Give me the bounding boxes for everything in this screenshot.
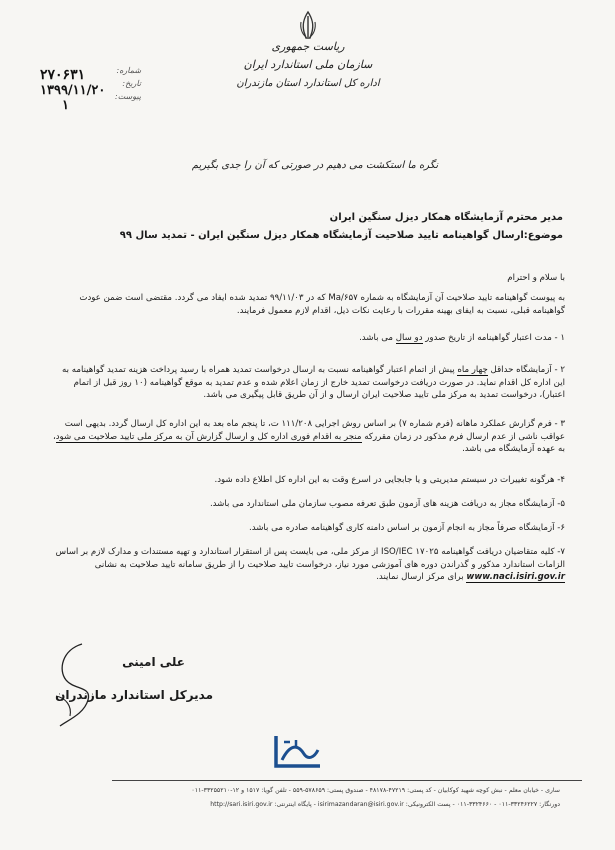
header-province-office: اداره کل استاندارد استان مازندران [236,78,380,89]
item-7-link[interactable]: www.naci.isiri.gov.ir [466,572,565,583]
item-7-tail: برای مرکز ارسال نمایند. [376,572,467,583]
footer-divider [112,780,582,781]
item-2 [50,364,565,402]
item-1-text: ۱ - مدت اعتبار گواهینامه از تاریخ صدور [422,333,565,343]
label-date: تاریخ: [122,79,142,88]
item-3-text: ۳ - فرم گزارش عملکرد ماهانه (فرم شماره ۷) بر اساس روش اجرایی ۱۱۱/۲۰۸ ت، تا پنجم ماه بعد به این اداره کل ارسال گردد. بدیهی است عواقب ناشی از عدم ارسال فرم مذکور در زمان مقررکه [64,419,565,442]
isiri-logo-icon [268,732,328,772]
ref-number: ۲۷۰۶۳۱ [40,67,86,83]
label-attachment: پیوست: [115,92,142,101]
item-3 [50,418,565,456]
label-number: شماره: [116,66,142,75]
motto-text: نگره ما استکشت می دهیم در صورتی که آن را جدی بگیریم [191,160,439,171]
item-1-tail: می باشد. [359,333,396,343]
handwritten-signature [52,640,112,730]
item-2-text: ۲ - آزمایشگاه حداقل [487,365,565,375]
item-3-tail: ، به عهده آزمایشگاه می باشد. [52,431,565,455]
signer-title: مدیرکل استاندارد مازندران [55,688,213,702]
national-emblem-icon [298,10,318,40]
item-2-highlight: چهار ماه [457,365,488,375]
ref-attachment: ۱ [62,98,69,113]
recipient-line: مدیر محترم آزمایشگاه همکار دیزل سنگین ایران [329,212,563,223]
reference-labels [115,64,141,103]
item-4: ۴- هرگونه تغییرات در سیستم مدیریتی و یا جابجایی در اسرع وقت به این اداره کل اطلاع داده شود. [214,475,565,485]
item-7 [50,546,565,584]
intro-paragraph: به پیوست گواهینامه تایید صلاحیت آن آزمایشگاه به شماره Ma/۶۵۷ که در ۹۹/۱۱/۰۳ تمدید شده ایفاد می گردد. مقتضی است ضمن عودت گواهینامه قبلی، نسبت به ایفای بهینه مقررات با رعایت نکات ذیل، اقدام لازم معمول فرمایند. [79,293,565,316]
ref-date: ۱۳۹۹/۱۱/۲۰ [40,83,106,98]
subject-line: موضوع:ارسال گواهینامه تایید صلاحیت آزمایشگاه همکار دیزل سنگین ایران - تمدید سال ۹۹ [119,230,563,241]
item-5: ۵- آزمایشگاه مجاز به دریافت هزینه های آزمون طبق تعرفه مصوب سازمان ملی استاندارد می باشد. [209,499,565,509]
footer-contact: دورنگار: ۳۳۲۴۶۲۲۷-۰۱۱ - ۳۳۲۴۶۶۰-۰۱۱ - پست الکترونیکی: isirimazandaran@isiri.gov.ir - پایگاه اینترنتی: http://sari.isiri.gov.ir [210,801,560,808]
header-organization: سازمان ملی استاندارد ایران [243,58,373,71]
greeting: با سلام و احترام [507,273,565,283]
header-presidency: ریاست جمهوری [271,40,345,53]
item-1-highlight: دو سال [395,333,423,343]
item-2-tail: پیش از اتمام اعتبار گواهینامه نسبت به ارسال درخواست تمدید همراه با رسید پرداخت هزینه تمدید گواهینامه به این اداره کل اقدام نماید. در صورت دریافت درخواست تمدید خارج از زمان اعلام شده و عدم تمدید به موقع گواهینامه (۱۰ روز قبل از اتمام اعتبار)، درخواست تمدید به مرکز ملی تایید صلاحیت ایران ارسال و از آن طریق قابل پیگیری می باشد. [62,365,565,401]
signer-name: علی امینی [122,655,185,669]
item-1 [50,332,565,345]
item-7-text: ۷- کلیه متقاضیان دریافت گواهینامه ISO/IEC ۱۷۰۲۵ از مرکز ملی، می بایست پس از استقرار استاندارد و تهیه مستندات و مدارک لازم بر اساس الزامات استاندارد مذکور و گذراندن دوره های آموزشی مورد نیاز، درخواست تایید صلاحیت را از طریق سامانه تایید صلاحیت به نشانی [55,547,565,570]
reference-values [40,68,105,113]
footer-address: ساری - خیابان معلم - نبش کوچه شهید کوکابیان - کد پستی: ۴۷۲۱۹-۴۸۱۷۸ - صندوق پستی: ۵۷۸۶۵۹-۵۵۹ - تلفن گویا: ۱۵۱۷ و ۱۲-۳۳۲۵۵۲۱۰-۰۱۱ [191,787,560,794]
item-3-highlight: منجر به اقدام فوری اداره کل و ارسال گزارش آن به مرکز ملی تایید صلاحیت می شود [55,431,362,442]
item-6: ۶- آزمایشگاه صرفاً مجاز به انجام آزمون بر اساس دامنه کاری گواهینامه صادره می باشد. [248,523,565,533]
